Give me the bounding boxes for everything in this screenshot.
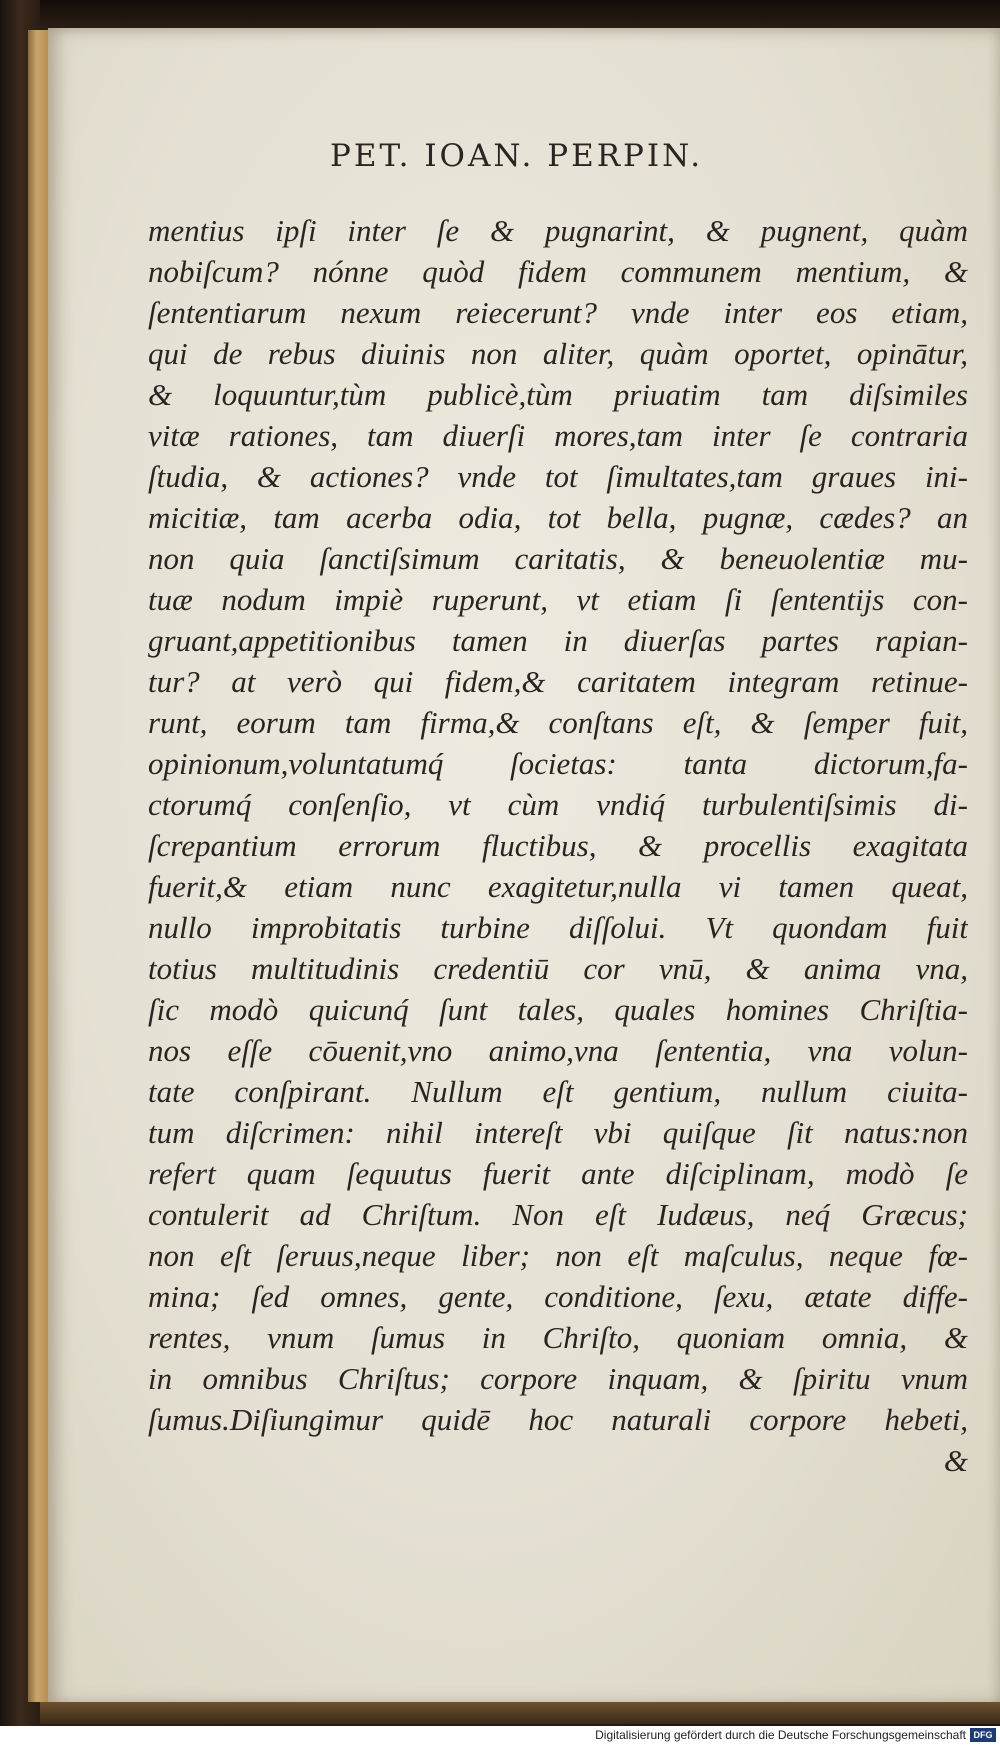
text-line: tum diſcrimen: nihil intereſt vbi quiſque ſit natus:non: [148, 1115, 968, 1150]
catchword: &: [943, 1443, 968, 1478]
text-line: non eſt ſeruus,neque liber; non eſt maſculus, neque fœ-: [148, 1238, 968, 1273]
text-line: fuerit,& etiam nunc exagitetur,nulla vi tamen queat,: [148, 869, 968, 904]
text-line: refert quam ſequutus fuerit ante diſciplinam, modò ſe: [148, 1156, 968, 1191]
text-line: nullo improbitatis turbine diſſolui. Vt quondam fuit: [148, 910, 968, 945]
body-text: [148, 210, 968, 1481]
text-line: tur? at verò qui fidem,& caritatem integram retinue-: [148, 664, 968, 699]
text-line: nobiſcum? nónne quòd fidem communem mentium, &: [148, 254, 968, 289]
text-line: ſtudia, & actiones? vnde tot ſimultates,tam graues ini-: [148, 459, 968, 494]
running-head: PET. IOAN. PERPIN.: [330, 138, 704, 174]
text-line: ſententiarum nexum reiecerunt? vnde inter eos etiam,: [148, 295, 968, 330]
text-line: mina; ſed omnes, gente, conditione, ſexu, ætate diffe-: [148, 1279, 968, 1314]
text-line: mentius ipſi inter ſe & pugnarint, & pugnent, quàm: [148, 213, 968, 248]
text-line: ſic modò quicunq́ ſunt tales, quales homines Chriſtia-: [148, 992, 968, 1027]
text-line: qui de rebus diuinis non aliter, quàm oportet, opinātur,: [148, 336, 968, 371]
text-line: ſumus.Diſiungimur quidē hoc naturali corpore hebeti,: [148, 1402, 968, 1437]
text-line: gruant,appetitionibus tamen in diuerſas partes rapian-: [148, 623, 968, 658]
book-edge-left: [28, 30, 50, 1702]
dfg-logo[interactable]: DFG: [970, 1728, 996, 1742]
text-line: tuæ nodum impiè ruperunt, vt etiam ſi ſententijs con-: [148, 582, 968, 617]
text-line: ſcrepantium errorum fluctibus, & procellis exagitata: [148, 828, 968, 863]
text-line: micitiæ, tam acerba odia, tot bella, pugnæ, cædes? an: [148, 500, 968, 535]
text-line: ctorumq́ conſenſio, vt cùm vndiq́ turbulentiſsimis di-: [148, 787, 968, 822]
text-line: rentes, vnum ſumus in Chriſto, quoniam omnia, &: [148, 1320, 968, 1355]
text-line: tate conſpirant. Nullum eſt gentium, nullum ciuita-: [148, 1074, 968, 1109]
digitization-footer: [0, 1726, 1000, 1745]
text-line: in omnibus Chriſtus; corpore inquam, & ſpiritu vnum: [148, 1361, 968, 1396]
text-line: runt, eorum tam firma,& conſtans eſt, & ſemper fuit,: [148, 705, 968, 740]
text-line: vitæ rationes, tam diuerſi mores,tam inter ſe contraria: [148, 418, 968, 453]
text-line: totius multitudinis credentiū cor vnū, & anima vna,: [148, 951, 968, 986]
book-edge-top: [40, 0, 1000, 28]
text-line: & loquuntur,tùm publicè,tùm priuatim tam diſsimiles: [148, 377, 968, 412]
text-line: contulerit ad Chriſtum. Non eſt Iudæus, neq́ Græcus;: [148, 1197, 968, 1232]
text-line: nos eſſe cōuenit,vno animo,vna ſententia, vna volun-: [148, 1033, 968, 1068]
text-line: non quia ſanctiſsimum caritatis, & beneuolentiæ mu-: [148, 541, 968, 576]
book-edge-bottom: [40, 1702, 1000, 1724]
digitization-note: Digitalisierung gefördert durch die Deutsche Forschungsgemeinschaft: [595, 1728, 966, 1742]
text-line: opinionum,voluntatumq́ ſocietas: tanta dictorum,fa-: [148, 746, 968, 781]
